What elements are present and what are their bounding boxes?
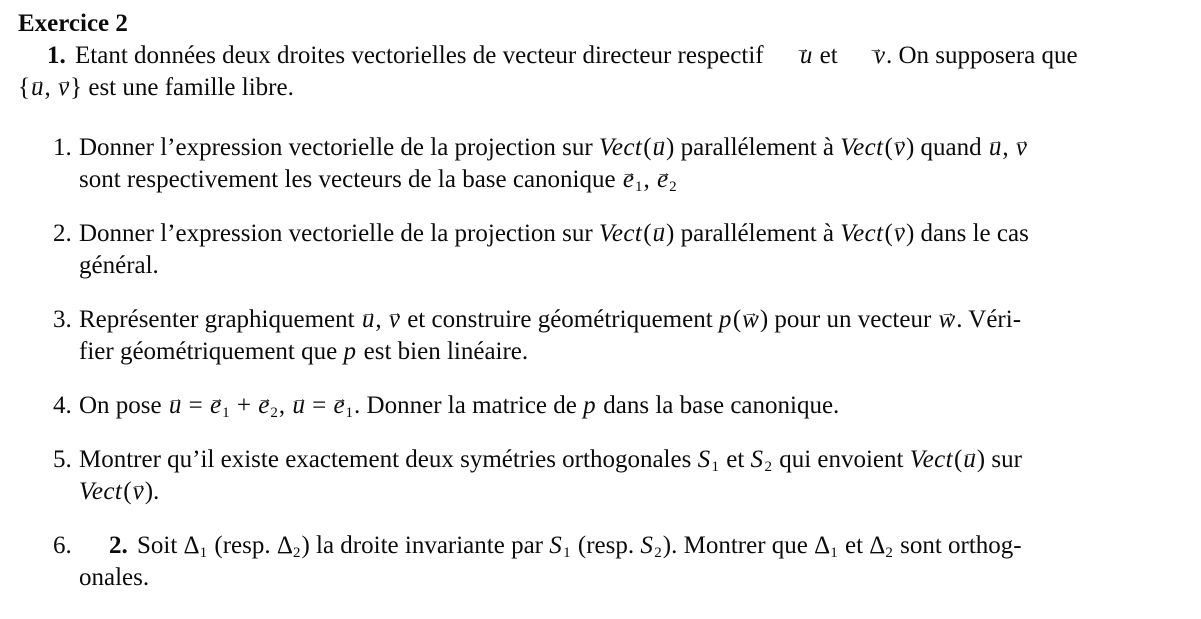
text-line (18, 40, 1189, 72)
text-run: ( (953, 446, 963, 473)
subscript: 2 (654, 545, 662, 562)
text-run: } est une famille libre. (70, 74, 294, 101)
text-run: ) sur (976, 446, 1022, 473)
text-run: . Donner la matrice de (354, 392, 584, 419)
text-run: ) parallélement à (666, 220, 841, 247)
intro-paragraph (18, 40, 1189, 104)
math-italic: S (697, 446, 711, 473)
text-run: et (838, 532, 870, 559)
text-run: général. (79, 252, 159, 279)
text-run: ( (884, 134, 893, 161)
item-number: 4. (53, 392, 72, 419)
subscript: 1 (634, 179, 643, 196)
text-run: ( (732, 306, 742, 333)
math-vector: → u (962, 444, 977, 476)
subscript: 1 (345, 405, 354, 422)
math-vector: → u (30, 72, 45, 104)
math-italic: Vect (840, 220, 884, 247)
text-run: Etant données deux droites vectorielles de vecteur directeur respectif (68, 42, 770, 69)
list-item (18, 132, 1189, 196)
text-run: { (18, 74, 30, 101)
math-vector: → w (741, 304, 760, 336)
text-line (79, 218, 1189, 250)
text-run: dans la base canonique. (597, 392, 840, 419)
math-vector: → e (209, 390, 222, 422)
math-italic: Vect (840, 134, 884, 161)
text-run: Donner l’expression vectorielle de la projection sur (79, 134, 599, 161)
math-vector: → u (652, 218, 667, 250)
text-run: Représenter graphiquement (79, 306, 361, 333)
math-vector: → u (770, 40, 814, 72)
text-line (79, 164, 1189, 196)
text-run: ) pour un vecteur (759, 306, 938, 333)
text-line (79, 304, 1189, 336)
text-line (79, 562, 1189, 594)
math-vector: → v (57, 72, 70, 104)
math-italic: p (583, 392, 597, 419)
text-run: , (1002, 134, 1015, 161)
text-run: Montrer qu’il existe exactement deux symétries orthogonales (79, 446, 698, 473)
text-run: ) la droite invariante par (301, 532, 550, 559)
item-number: 3. (53, 306, 72, 333)
text-run: + (230, 392, 258, 419)
text-run: ( (123, 478, 132, 505)
math-vector: → u (361, 304, 376, 336)
subscript: 2 (669, 179, 677, 196)
text-run: fier géométriquement que (79, 338, 344, 365)
math-vector: → e (656, 164, 669, 196)
text-line (18, 72, 1189, 104)
item-body (79, 390, 1189, 422)
text-run: ( (643, 220, 652, 247)
subscript: 2 (764, 459, 772, 476)
math-vector: → v (132, 476, 145, 508)
item-body (79, 218, 1189, 282)
math-italic: Vect (79, 478, 123, 505)
math-vector: → v (893, 218, 906, 250)
math-vector: → v (1015, 132, 1028, 164)
text-run: Δ (276, 532, 293, 559)
text-run: onales. (79, 564, 150, 591)
math-vector: → u (652, 132, 667, 164)
text-run: Soit (130, 532, 184, 559)
text-run: . On supposera que (886, 42, 1078, 69)
list-item (18, 444, 1189, 508)
text-run: (resp. (571, 532, 641, 559)
math-vector: → v (844, 40, 886, 72)
list-item (18, 530, 1189, 594)
text-line (79, 132, 1189, 164)
text-run: Δ (869, 532, 886, 559)
text-line (79, 390, 1189, 422)
text-run: . Véri- (956, 306, 1022, 333)
math-italic: S (750, 446, 764, 473)
item-number: 2. (53, 220, 72, 247)
text-run: ) quand (905, 134, 988, 161)
item-body (79, 530, 1189, 594)
subscript: 1 (222, 405, 230, 422)
subscript: 1 (830, 545, 838, 562)
math-vector: → e (622, 164, 635, 196)
text-run: Donner l’expression vectorielle de la projection sur (79, 220, 599, 247)
subscript: 1 (711, 459, 719, 476)
text-run: et (813, 42, 844, 69)
math-italic: S (549, 532, 563, 559)
text-run: sont respectivement les vecteurs de la base canonique (79, 166, 622, 193)
text-run: et construire géométriquement (400, 306, 719, 333)
math-italic: Vect (598, 134, 643, 161)
text-line (79, 476, 1189, 508)
text-line (79, 250, 1189, 282)
text-run: = (305, 392, 333, 419)
bold-run: 2. (109, 532, 128, 559)
text-run: Δ (183, 532, 200, 559)
bold-run: 1. (47, 42, 66, 69)
text-line (79, 444, 1189, 476)
math-italic: Vect (909, 446, 953, 473)
text-run: , (643, 166, 656, 193)
subscript: 2 (885, 545, 893, 562)
text-run: et (719, 446, 751, 473)
subscript: 1 (563, 545, 571, 562)
math-vector: → v (388, 304, 401, 336)
text-line (79, 336, 1189, 368)
text-run: On pose (79, 392, 168, 419)
math-vector: → v (893, 132, 906, 164)
math-italic: S (640, 532, 654, 559)
item-body (79, 304, 1189, 368)
text-run: ). (144, 478, 160, 505)
list-item (18, 304, 1189, 368)
item-number: 6. (53, 532, 72, 559)
math-italic: p (343, 338, 357, 365)
text-run: ) dans le cas (905, 220, 1029, 247)
text-run: = (182, 392, 209, 419)
item-number: 5. (53, 446, 72, 473)
list-item (18, 218, 1189, 282)
text-run: ( (643, 134, 652, 161)
exercise-title: Exercice 2 (18, 10, 128, 37)
text-run: Δ (814, 532, 831, 559)
math-italic: Vect (598, 220, 643, 247)
math-vector: → w (938, 304, 957, 336)
text-run: ( (884, 220, 893, 247)
item-body (79, 444, 1189, 508)
subscript: 2 (292, 545, 301, 562)
text-run: (resp. (208, 532, 277, 559)
math-vector: → u (291, 390, 306, 422)
text-line (79, 530, 1189, 562)
math-vector: → u (168, 390, 183, 422)
item-number: 1. (53, 134, 72, 161)
math-vector: → e (257, 390, 270, 422)
text-run: est bien linéaire. (357, 338, 529, 365)
text-run: , (44, 74, 57, 101)
text-run: ). Montrer que (662, 532, 815, 559)
math-italic: p (718, 306, 732, 333)
list-item (18, 390, 1189, 422)
text-run: qui envoient (772, 446, 910, 473)
subscript: 2 (270, 405, 278, 422)
item-body (79, 132, 1189, 196)
math-vector: → u (988, 132, 1003, 164)
text-run: sont orthog- (893, 532, 1022, 559)
question-list (18, 132, 1189, 594)
math-vector: → e (332, 390, 345, 422)
text-run: , (375, 306, 388, 333)
text-run: ) parallélement à (666, 134, 841, 161)
text-run: , (278, 392, 292, 419)
subscript: 1 (199, 545, 208, 562)
